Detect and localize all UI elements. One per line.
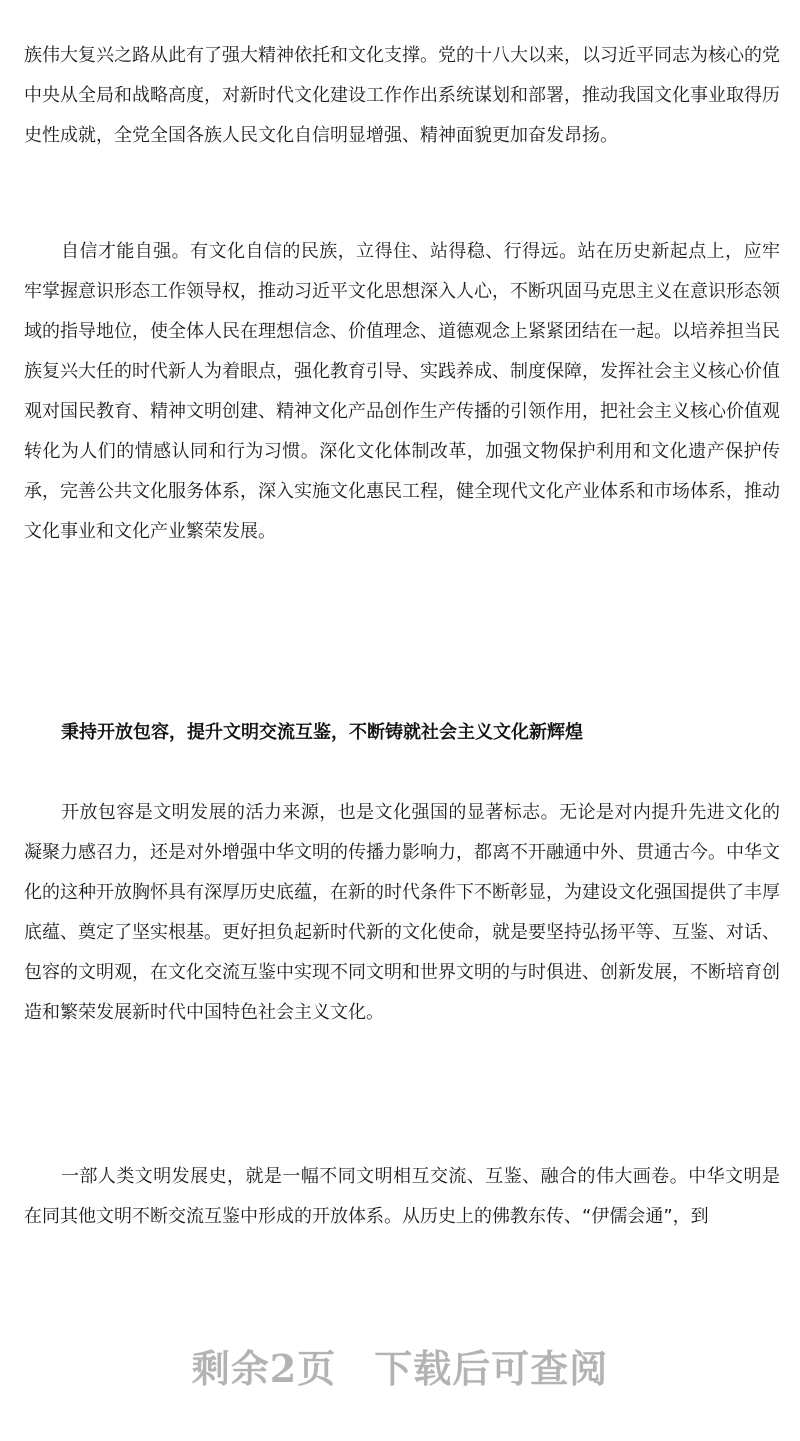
paragraph-4: 一部人类文明发展史，就是一幅不同文明相互交流、互鉴、融合的伟大画卷。中华文明是在同其他文明不断交流互鉴中形成的开放体系。从历史上的佛教东传、“伊儒会通”，到: [24, 1166, 780, 1227]
section-heading: 秉持开放包容，提升文明交流互鉴，不断铸就社会主义文化新辉煌: [61, 722, 583, 743]
paragraph-2: 自信才能自强。有文化自信的民族，立得住、站得稳、行得远。站在历史新起点上，应牢牢掌握意识形态工作领导权，推动习近平文化思想深入人心，不断巩固马克思主义在意识形态领域的指导地位，使全体人民在理想信念、价值理念、道德观念上紧紧团结在一起。以培养担当民族复兴大任的时代新人为着眼点，强化教育引导、实践养成、制度保障，发挥社会主义核心价值观对国民教育、精神文明创建、精神文化产品创作生产传播的引领作用，把社会主义核心价值观转化为人们的情感认同和行为习惯。深化文化体制改革，加强文物保护利用和文化遗产保护传承，完善公共文化服务体系，深入实施文化惠民工程，健全现代文化产业体系和市场体系，推动文化事业和文化产业繁荣发展。: [24, 241, 780, 542]
paragraph-3: 开放包容是文明发展的活力来源，也是文化强国的显著标志。无论是对内提升先进文化的凝聚力感召力，还是对外增强中华文明的传播力影响力，都离不开融通中外、贯通古今。中华文化的这种开放胸怀具有深厚历史底蕴，在新的时代条件下不断彰显，为建设文化强国提供了丰厚底蕴、奠定了坚实根基。更好担负起新时代新的文化使命，就是要坚持弘扬平等、互鉴、对话、包容的文明观，在文化交流互鉴中实现不同文明和世界文明的与时俱进、创新发展，不断培育创造和繁荣发展新时代中国特色社会主义文化。: [24, 802, 780, 1023]
paragraph-1: 族伟大复兴之路从此有了强大精神依托和文化支撑。党的十八大以来，以习近平同志为核心的党中央从全局和战略高度，对新时代文化建设工作作出系统谋划和部署，推动我国文化事业取得历史性成就，全党全国各族人民文化自信明显增强、精神面貌更加奋发昂扬。: [24, 45, 780, 146]
download-notice[interactable]: [0, 1330, 800, 1400]
download-to-view-text: 下载后可查阅: [374, 1345, 609, 1391]
remaining-pages-text: 剩余2页: [191, 1345, 337, 1391]
